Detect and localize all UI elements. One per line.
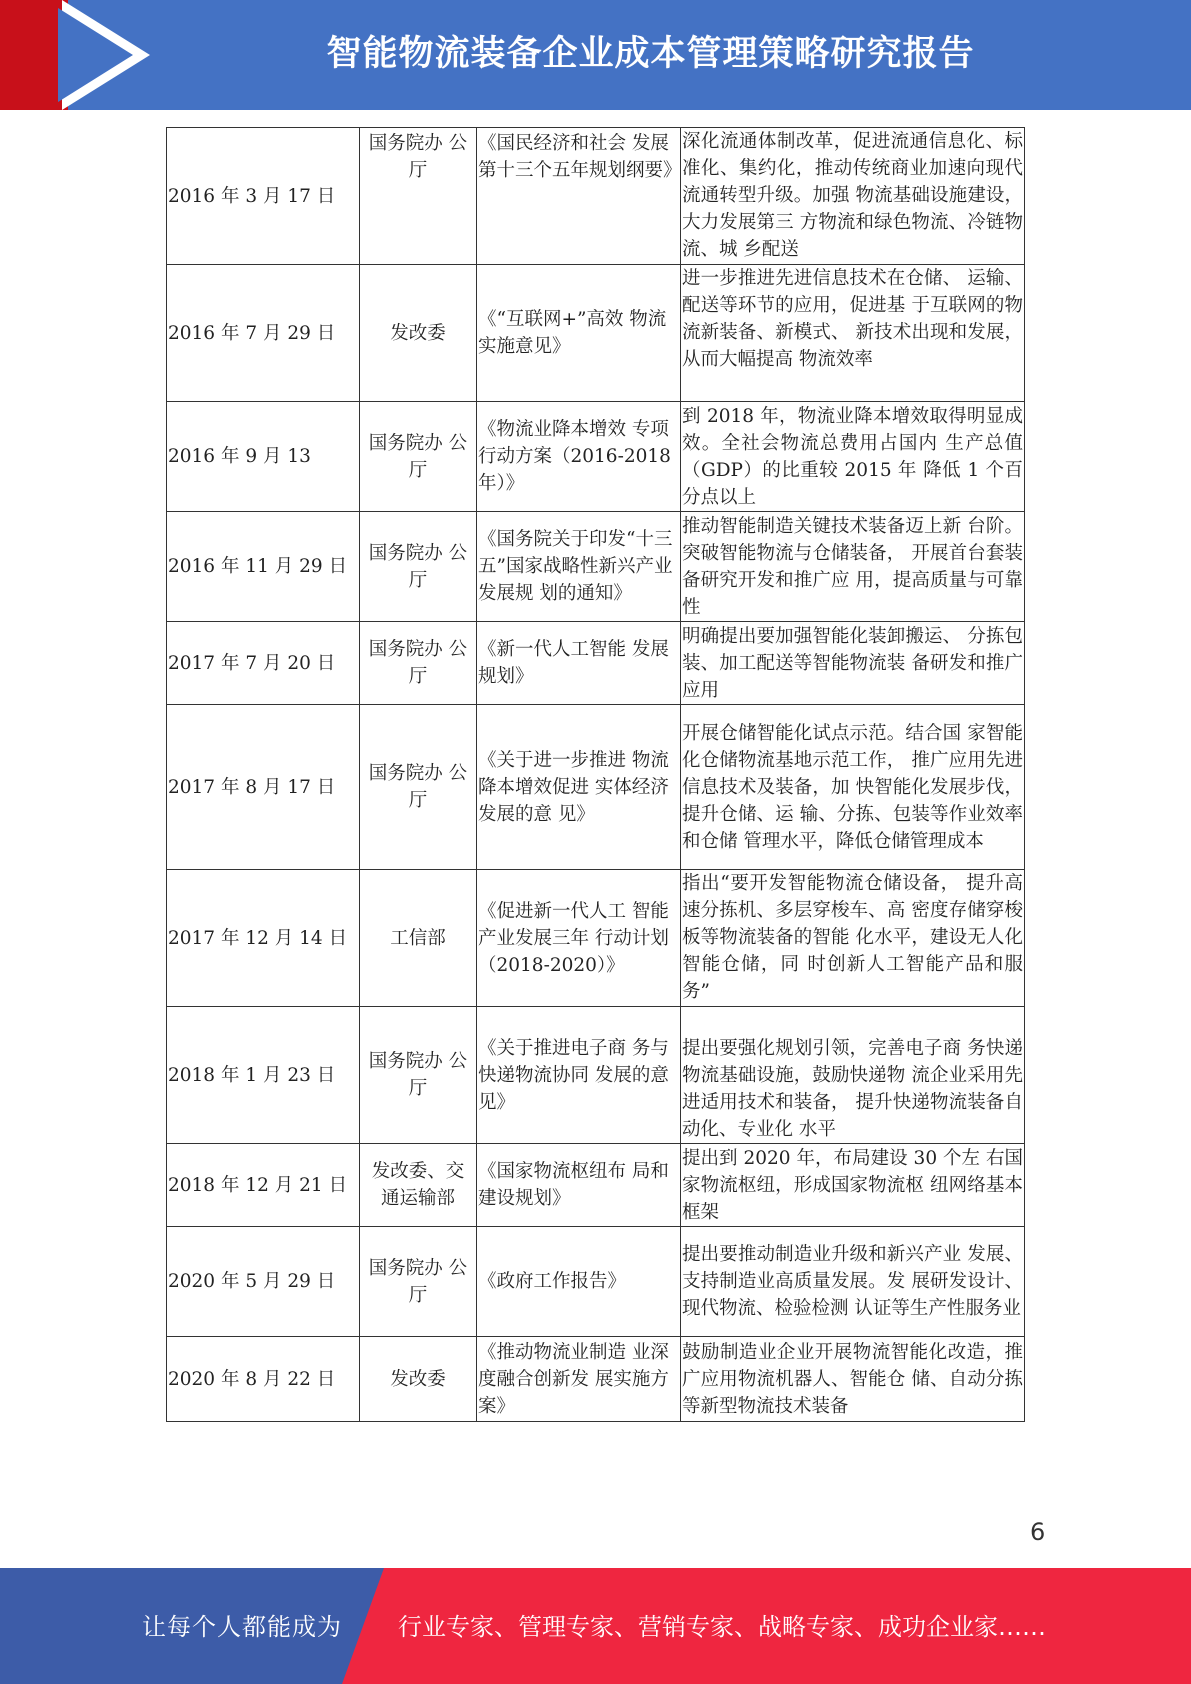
cell-document: 《推动物流业制造 业深度融合创新发 展实施方案》 <box>477 1337 681 1422</box>
cell-document: 《物流业降本增效 专项行动方案（2016-2018 年）》 <box>477 402 681 512</box>
cell-department: 国务院办 公厅 <box>360 622 477 705</box>
cell-content: 到 2018 年，物流业降本增效取得明显成效。全社会物流总费用占国内 生产总值（GDP）的比重较 2015 年 降低 1 个百分点以上 <box>681 402 1025 512</box>
table-row <box>167 265 1025 402</box>
cell-content: 进一步推进先进信息技术在仓储、 运输、配送等环节的应用，促进基 于互联网的物流新装备、新模式、 新技术出现和发展，从而大幅提高 物流效率 <box>681 265 1025 402</box>
cell-content: 提出到 2020 年，布局建设 30 个左 右国家物流枢纽，形成国家物流枢 纽网络基本框架 <box>681 1144 1025 1227</box>
cell-document: 《“互联网+”高效 物流实施意见》 <box>477 265 681 402</box>
cell-department: 国务院办 公厅 <box>360 402 477 512</box>
cell-date: 2017 年 12 月 14 日 <box>167 870 360 1007</box>
table-row <box>167 1007 1025 1144</box>
cell-document: 《国民经济和社会 发展第十三个五年规划纲要》 <box>477 128 681 265</box>
cell-content: 深化流通体制改革，促进流通信息化、标准化、集约化，推动传统商业加速向现代流通转型升级。加强 物流基础设施建设，大力发展第三 方物流和绿色物流、冷链物流、城 乡配送 <box>681 128 1025 265</box>
cell-department: 国务院办 公厅 <box>360 512 477 622</box>
table-row <box>167 128 1025 265</box>
table-row <box>167 1144 1025 1227</box>
footer-slant-decoration <box>342 1568 384 1684</box>
cell-department: 国务院办 公厅 <box>360 1227 477 1337</box>
cell-document: 《关于进一步推进 物流降本增效促进 实体经济发展的意 见》 <box>477 705 681 870</box>
cell-document: 《国家物流枢纽布 局和建设规划》 <box>477 1144 681 1227</box>
footer-banner <box>0 1568 1191 1684</box>
page-title: 智能物流装备企业成本管理策略研究报告 <box>326 34 975 74</box>
cell-department: 发改委 <box>360 1337 477 1422</box>
cell-date: 2018 年 12 月 21 日 <box>167 1144 360 1227</box>
cell-date: 2020 年 8 月 22 日 <box>167 1337 360 1422</box>
header-banner <box>0 0 1191 110</box>
cell-date: 2017 年 7 月 20 日 <box>167 622 360 705</box>
cell-department: 发改委 <box>360 265 477 402</box>
cell-department: 国务院办 公厅 <box>360 128 477 265</box>
cell-content: 指出“要开发智能物流仓储设备， 提升高速分拣机、多层穿梭车、高 密度存储穿梭板等物流装备的智能 化水平，建设无人化智能仓储，同 时创新人工智能产品和服务” <box>681 870 1025 1007</box>
cell-date: 2020 年 5 月 29 日 <box>167 1227 360 1337</box>
cell-department: 国务院办 公厅 <box>360 1007 477 1144</box>
table-row <box>167 622 1025 705</box>
cell-document: 《政府工作报告》 <box>477 1227 681 1337</box>
table-row <box>167 512 1025 622</box>
cell-content: 开展仓储智能化试点示范。结合国 家智能化仓储物流基地示范工作， 推广应用先进信息技术及装备，加 快智能化发展步伐，提升仓储、运 输、分拣、包装等作业效率和仓储 管理水平，降低仓储管理成本 <box>681 705 1025 870</box>
table-row <box>167 1337 1025 1422</box>
cell-date: 2017 年 8 月 17 日 <box>167 705 360 870</box>
table-row <box>167 402 1025 512</box>
cell-department: 工信部 <box>360 870 477 1007</box>
cell-department: 发改委、交 通运输部 <box>360 1144 477 1227</box>
cell-content: 提出要推动制造业升级和新兴产业 发展、支持制造业高质量发展。发 展研发设计、现代物流、检验检测 认证等生产性服务业 <box>681 1227 1025 1337</box>
cell-date: 2016 年 7 月 29 日 <box>167 265 360 402</box>
table-row <box>167 870 1025 1007</box>
cell-date: 2018 年 1 月 23 日 <box>167 1007 360 1144</box>
cell-department: 国务院办 公厅 <box>360 705 477 870</box>
cell-date: 2016 年 11 月 29 日 <box>167 512 360 622</box>
cell-document: 《国务院关于印发“十三五”国家战略性新兴产业发展规 划的通知》 <box>477 512 681 622</box>
cell-date: 2016 年 9 月 13 <box>167 402 360 512</box>
cell-document: 《促进新一代人工 智能产业发展三年 行动计划（2018-2020）》 <box>477 870 681 1007</box>
cell-document: 《新一代人工智能 发展规划》 <box>477 622 681 705</box>
cell-content: 鼓励制造业企业开展物流智能化改造，推广应用物流机器人、智能仓 储、自动分拣等新型物流技术装备 <box>681 1337 1025 1422</box>
table-row <box>167 705 1025 870</box>
table-row <box>167 1227 1025 1337</box>
header-chevron-inner <box>58 8 133 102</box>
footer-slogan-right: 行业专家、管理专家、营销专家、战略专家、成功企业家…… <box>398 1613 1046 1641</box>
cell-document: 《关于推进电子商 务与快递物流协同 发展的意见》 <box>477 1007 681 1144</box>
page-number: 6 <box>1030 1518 1046 1546</box>
cell-content: 推动智能制造关键技术装备迈上新 台阶。突破智能物流与仓储装备， 开展首台套装备研究开发和推广应 用，提高质量与可靠性 <box>681 512 1025 622</box>
cell-content: 提出要强化规划引领，完善电子商 务快递物流基础设施，鼓励快递物 流企业采用先进适用技术和装备， 提升快递物流装备自动化、专业化 水平 <box>681 1007 1025 1144</box>
footer-slogan-left: 让每个人都能成为 <box>142 1613 342 1641</box>
cell-date: 2016 年 3 月 17 日 <box>167 128 360 265</box>
cell-content: 明确提出要加强智能化装卸搬运、 分拣包装、加工配送等智能物流装 备研发和推广应用 <box>681 622 1025 705</box>
policy-table <box>166 127 1025 1422</box>
